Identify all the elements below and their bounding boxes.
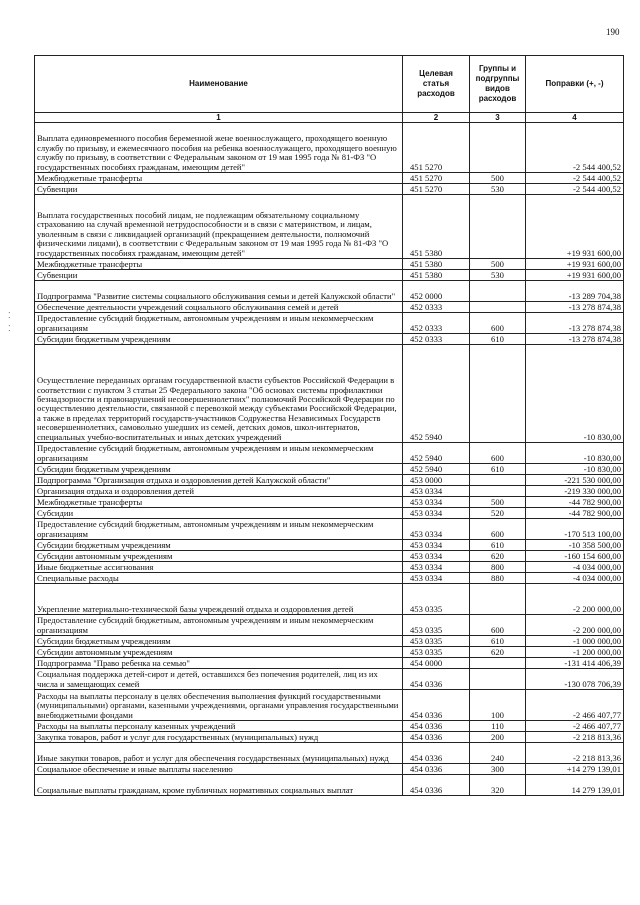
row-name: Предоставление субсидий бюджетным, автономным учреждениям и иным некоммерческим организациям bbox=[35, 443, 403, 464]
row-name: Социальные выплаты гражданам, кроме публичных нормативных социальных выплат bbox=[35, 775, 403, 796]
row-group-code bbox=[470, 486, 526, 497]
row-group-code bbox=[470, 195, 526, 259]
row-target-code: 453 0334 bbox=[403, 573, 470, 584]
row-amount: -10 830,00 bbox=[526, 464, 624, 475]
row-target-code: 451 5270 bbox=[403, 173, 470, 184]
row-target-code: 453 0334 bbox=[403, 540, 470, 551]
row-amount: +19 931 600,00 bbox=[526, 195, 624, 259]
row-name: Субсидии bbox=[35, 508, 403, 519]
table-row bbox=[35, 281, 624, 302]
table-row bbox=[35, 519, 624, 540]
col-number: 4 bbox=[526, 113, 624, 123]
row-name: Обеспечение деятельности учреждений социального обслуживания семей и детей bbox=[35, 302, 403, 313]
table-row bbox=[35, 615, 624, 636]
row-target-code: 454 0336 bbox=[403, 669, 470, 690]
row-amount: -1 000 000,00 bbox=[526, 636, 624, 647]
row-group-code bbox=[470, 123, 526, 173]
column-number-row bbox=[35, 113, 624, 123]
row-name: Подпрограмма "Организация отдыха и оздоровления детей Калужской области" bbox=[35, 475, 403, 486]
row-name: Субсидии бюджетным учреждениям bbox=[35, 464, 403, 475]
row-group-code: 200 bbox=[470, 732, 526, 743]
row-group-code: 100 bbox=[470, 690, 526, 721]
table-row bbox=[35, 195, 624, 259]
amendments-table bbox=[34, 55, 624, 796]
row-amount: -221 530 000,00 bbox=[526, 475, 624, 486]
table-row bbox=[35, 313, 624, 334]
table-row bbox=[35, 184, 624, 195]
table-row bbox=[35, 562, 624, 573]
row-amount: -2 544 400,52 bbox=[526, 173, 624, 184]
row-target-code: 453 0335 bbox=[403, 647, 470, 658]
row-amount: -2 466 407,77 bbox=[526, 721, 624, 732]
row-name: Укрепление материально-технической базы учреждений отдыха и оздоровления детей bbox=[35, 584, 403, 615]
col-number: 1 bbox=[35, 113, 403, 123]
row-name: Закупка товаров, работ и услуг для государственных (муниципальных) нужд bbox=[35, 732, 403, 743]
row-name: Расходы на выплаты персоналу казенных учреждений bbox=[35, 721, 403, 732]
row-target-code: 454 0336 bbox=[403, 743, 470, 764]
row-name: Межбюджетные трансферты bbox=[35, 173, 403, 184]
row-amount: -130 078 706,39 bbox=[526, 669, 624, 690]
row-amount: -10 358 500,00 bbox=[526, 540, 624, 551]
table-row bbox=[35, 508, 624, 519]
row-group-code: 880 bbox=[470, 573, 526, 584]
row-name: Осуществление переданных органам государственной власти субъектов Российской Федерации в соответствии с пунктом 3 статьи 25 Федерального закона "Об основах системы профилактики безнадзорности и правонарушений несовершеннолетних" полномочий Российской Федерации по осуществлению деятельности, связанной с перевозкой между субъектами Российской Федерации, а также в пределах территорий государств-участников Содружества Независимых Государств несовершеннолетних, самовольно ушедших из семей, детских домов, школ-интернатов, специальных учебно-воспитательных и иных детских учреждений bbox=[35, 345, 403, 443]
row-target-code: 452 0333 bbox=[403, 313, 470, 334]
row-target-code: 451 5380 bbox=[403, 270, 470, 281]
row-group-code bbox=[470, 475, 526, 486]
col-number: 2 bbox=[403, 113, 470, 123]
row-name: Предоставление субсидий бюджетным, автономным учреждениям и иным некоммерческим организациям bbox=[35, 313, 403, 334]
row-name: Предоставление субсидий бюджетным, автономным учреждениям и иным некоммерческим организациям bbox=[35, 615, 403, 636]
row-group-code: 530 bbox=[470, 270, 526, 281]
table-header-row bbox=[35, 56, 624, 113]
row-group-code bbox=[470, 669, 526, 690]
row-target-code: 454 0336 bbox=[403, 721, 470, 732]
row-amount: -2 218 813,36 bbox=[526, 743, 624, 764]
row-amount: -160 154 600,00 bbox=[526, 551, 624, 562]
row-group-code bbox=[470, 345, 526, 443]
row-target-code: 451 5380 bbox=[403, 259, 470, 270]
table-row bbox=[35, 540, 624, 551]
table-row bbox=[35, 636, 624, 647]
row-amount: -44 782 900,00 bbox=[526, 508, 624, 519]
row-amount: -2 200 000,00 bbox=[526, 615, 624, 636]
row-name: Субсидии бюджетным учреждениям bbox=[35, 334, 403, 345]
row-name: Субсидии бюджетным учреждениям bbox=[35, 540, 403, 551]
row-amount: -10 830,00 bbox=[526, 345, 624, 443]
row-group-code bbox=[470, 658, 526, 669]
table-row bbox=[35, 475, 624, 486]
row-target-code: 452 5940 bbox=[403, 443, 470, 464]
row-amount: -13 278 874,38 bbox=[526, 334, 624, 345]
row-target-code: 452 0333 bbox=[403, 302, 470, 313]
header-target: Целевая статья расходов bbox=[403, 56, 470, 113]
row-amount: -10 830,00 bbox=[526, 443, 624, 464]
row-target-code: 453 0334 bbox=[403, 497, 470, 508]
row-target-code: 453 0334 bbox=[403, 486, 470, 497]
row-group-code: 600 bbox=[470, 443, 526, 464]
row-group-code: 520 bbox=[470, 508, 526, 519]
table-row bbox=[35, 270, 624, 281]
table-row bbox=[35, 551, 624, 562]
row-group-code: 530 bbox=[470, 184, 526, 195]
page-number: 190 bbox=[606, 27, 620, 37]
row-amount: -4 034 000,00 bbox=[526, 562, 624, 573]
row-name: Субвенции bbox=[35, 184, 403, 195]
table-row bbox=[35, 573, 624, 584]
row-name: Социальная поддержка детей-сирот и детей, оставшихся без попечения родителей, лиц из их числа и замещающих семей bbox=[35, 669, 403, 690]
row-amount: -2 218 813,36 bbox=[526, 732, 624, 743]
table-row bbox=[35, 173, 624, 184]
header-group: Группы и подгруппы видов расходов bbox=[470, 56, 526, 113]
row-amount: -2 544 400,52 bbox=[526, 123, 624, 173]
row-group-code bbox=[470, 281, 526, 302]
row-target-code: 452 0000 bbox=[403, 281, 470, 302]
row-amount: 14 279 139,01 bbox=[526, 775, 624, 796]
row-group-code: 500 bbox=[470, 259, 526, 270]
row-group-code: 610 bbox=[470, 464, 526, 475]
row-group-code: 800 bbox=[470, 562, 526, 573]
row-name: Иные закупки товаров, работ и услуг для обеспечения государственных (муниципальных) нужд bbox=[35, 743, 403, 764]
row-target-code: 453 0335 bbox=[403, 636, 470, 647]
table-row bbox=[35, 732, 624, 743]
table-row bbox=[35, 658, 624, 669]
row-target-code: 454 0000 bbox=[403, 658, 470, 669]
row-target-code: 453 0335 bbox=[403, 615, 470, 636]
row-amount: +14 279 139,01 bbox=[526, 764, 624, 775]
header-name: Наименование bbox=[35, 56, 403, 113]
row-group-code: 500 bbox=[470, 173, 526, 184]
row-amount: -219 330 000,00 bbox=[526, 486, 624, 497]
row-target-code: 452 0333 bbox=[403, 334, 470, 345]
row-target-code: 454 0336 bbox=[403, 732, 470, 743]
row-name: Социальное обеспечение и иные выплаты населению bbox=[35, 764, 403, 775]
row-group-code: 110 bbox=[470, 721, 526, 732]
row-amount: -131 414 406,39 bbox=[526, 658, 624, 669]
row-group-code: 600 bbox=[470, 519, 526, 540]
col-number: 3 bbox=[470, 113, 526, 123]
row-amount: -2 466 407,77 bbox=[526, 690, 624, 721]
row-name: Подпрограмма "Развитие системы социального обслуживания семьи и детей Калужской области" bbox=[35, 281, 403, 302]
row-name: Специальные расходы bbox=[35, 573, 403, 584]
row-target-code: 451 5380 bbox=[403, 195, 470, 259]
row-amount: +19 931 600,00 bbox=[526, 270, 624, 281]
row-target-code: 454 0336 bbox=[403, 775, 470, 796]
row-name: Межбюджетные трансферты bbox=[35, 497, 403, 508]
header-amount: Поправки (+, -) bbox=[526, 56, 624, 113]
margin-mark: ⁚ bbox=[8, 311, 11, 320]
row-name: Субвенции bbox=[35, 270, 403, 281]
table-row bbox=[35, 302, 624, 313]
row-name: Расходы на выплаты персоналу в целях обеспечения выполнения функций государственными (муниципальными) органами, казенными учреждениями, органами управления государственными внебюджетными фондами bbox=[35, 690, 403, 721]
margin-mark: ⁚ bbox=[8, 324, 11, 333]
row-target-code: 453 0334 bbox=[403, 551, 470, 562]
row-group-code: 610 bbox=[470, 334, 526, 345]
row-group-code: 500 bbox=[470, 497, 526, 508]
row-target-code: 453 0334 bbox=[403, 562, 470, 573]
table-row bbox=[35, 345, 624, 443]
row-amount: -13 278 874,38 bbox=[526, 313, 624, 334]
row-amount: +19 931 600,00 bbox=[526, 259, 624, 270]
table-row bbox=[35, 464, 624, 475]
row-group-code: 300 bbox=[470, 764, 526, 775]
row-name: Субсидии бюджетным учреждениям bbox=[35, 636, 403, 647]
row-group-code: 240 bbox=[470, 743, 526, 764]
table-row bbox=[35, 443, 624, 464]
row-group-code bbox=[470, 584, 526, 615]
table-row bbox=[35, 775, 624, 796]
row-target-code: 453 0000 bbox=[403, 475, 470, 486]
table-row bbox=[35, 669, 624, 690]
row-target-code: 454 0336 bbox=[403, 690, 470, 721]
row-target-code: 454 0336 bbox=[403, 764, 470, 775]
row-name: Предоставление субсидий бюджетным, автономным учреждениям и иным некоммерческим организациям bbox=[35, 519, 403, 540]
row-amount: -170 513 100,00 bbox=[526, 519, 624, 540]
row-group-code: 610 bbox=[470, 636, 526, 647]
table-body bbox=[35, 123, 624, 796]
table-row bbox=[35, 721, 624, 732]
table-row bbox=[35, 647, 624, 658]
row-amount: -13 278 874,38 bbox=[526, 302, 624, 313]
row-amount: -2 544 400,52 bbox=[526, 184, 624, 195]
row-group-code: 600 bbox=[470, 313, 526, 334]
row-amount: -4 034 000,00 bbox=[526, 573, 624, 584]
row-group-code: 610 bbox=[470, 540, 526, 551]
row-name: Субсидии автономным учреждениям bbox=[35, 647, 403, 658]
table-row bbox=[35, 123, 624, 173]
row-name: Межбюджетные трансферты bbox=[35, 259, 403, 270]
table-row bbox=[35, 497, 624, 508]
row-group-code bbox=[470, 302, 526, 313]
row-target-code: 451 5270 bbox=[403, 123, 470, 173]
row-group-code: 620 bbox=[470, 647, 526, 658]
row-target-code: 452 5940 bbox=[403, 464, 470, 475]
table-row bbox=[35, 764, 624, 775]
row-amount: -2 200 000,00 bbox=[526, 584, 624, 615]
table-row bbox=[35, 486, 624, 497]
row-amount: -13 289 704,38 bbox=[526, 281, 624, 302]
row-group-code: 620 bbox=[470, 551, 526, 562]
row-name: Подпрограмма "Право ребенка на семью" bbox=[35, 658, 403, 669]
row-group-code: 320 bbox=[470, 775, 526, 796]
row-target-code: 453 0335 bbox=[403, 584, 470, 615]
row-name: Выплата единовременного пособия беременной жене военнослужащего, проходящего военную службу по призыву, и ежемесячного пособия на ребенка военнослужащего, проходящего военную службу по призыву, в соответствии с Федеральным законом от 19 мая 1995 года № 81-ФЗ "О государственных пособиях гражданам, имеющим детей" bbox=[35, 123, 403, 173]
row-amount: -1 200 000,00 bbox=[526, 647, 624, 658]
table-row bbox=[35, 743, 624, 764]
row-target-code: 453 0334 bbox=[403, 508, 470, 519]
table-row bbox=[35, 259, 624, 270]
row-name: Организация отдыха и оздоровления детей bbox=[35, 486, 403, 497]
row-name: Выплата государственных пособий лицам, не подлежащим обязательному социальному страхованию на случай временной нетрудоспособности и в связи с материнством, и лицам, уволенным в связи с ликвидацией организаций (прекращением деятельности, полномочий физическими лицами), в соответствии с Федеральным законом от 19 мая 1995 года № 81-ФЗ "О государственных пособиях гражданам, имеющим детей" bbox=[35, 195, 403, 259]
table-row bbox=[35, 690, 624, 721]
row-group-code: 600 bbox=[470, 615, 526, 636]
row-target-code: 451 5270 bbox=[403, 184, 470, 195]
table-row bbox=[35, 584, 624, 615]
row-name: Иные бюджетные ассигнования bbox=[35, 562, 403, 573]
row-target-code: 453 0334 bbox=[403, 519, 470, 540]
row-target-code: 452 5940 bbox=[403, 345, 470, 443]
table-row bbox=[35, 334, 624, 345]
row-name: Субсидии автономным учреждениям bbox=[35, 551, 403, 562]
row-amount: -44 782 900,00 bbox=[526, 497, 624, 508]
